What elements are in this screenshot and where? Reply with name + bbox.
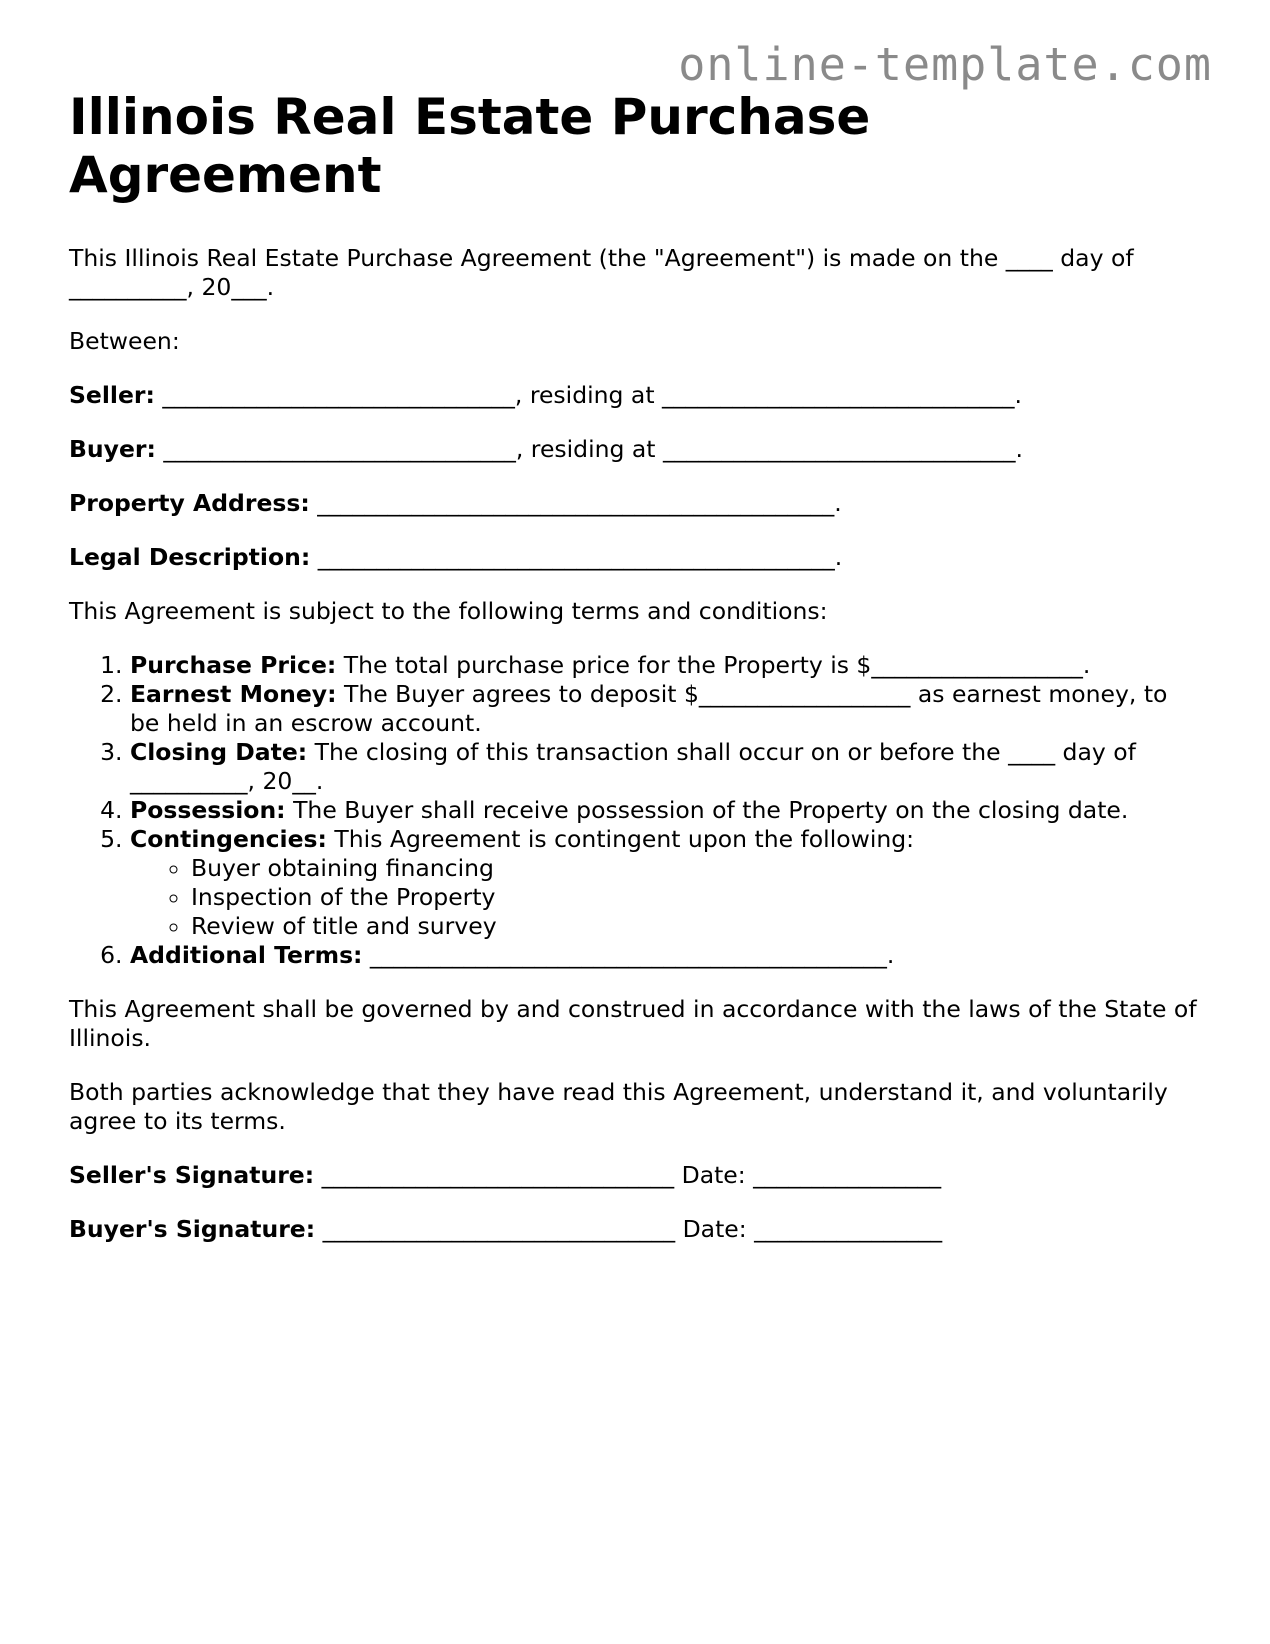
seller-signature-blank: ______________________________ Date: ________________: [314, 1161, 942, 1189]
between-label: Between:: [69, 327, 180, 355]
contingencies-list: [130, 854, 1204, 941]
term-item: [130, 651, 1204, 680]
page-title: Illinois Real Estate Purchase Agreement: [69, 88, 871, 204]
term-label: Additional Terms:: [130, 941, 363, 969]
term-item: [130, 796, 1204, 825]
term-label: Possession:: [130, 796, 286, 824]
term-text: This Agreement is contingent upon the following:: [326, 825, 915, 853]
acknowledgement-paragraph: Both parties acknowledge that they have read this Agreement, understand it, and voluntarily agree to its terms.: [69, 1078, 1168, 1135]
seller-label: Seller:: [69, 381, 155, 409]
term-label: Closing Date:: [130, 738, 308, 766]
seller-signature-label: Seller's Signature:: [69, 1161, 315, 1189]
contingency-item: ◦ Inspection of the Property: [191, 883, 1204, 912]
term-text: The Buyer agrees to deposit $__________________ as earnest money, to be held in an escrow account.: [130, 680, 1168, 737]
term-item: [130, 825, 1204, 941]
term-text: The Buyer shall receive possession of the Property on the closing date.: [285, 796, 1129, 824]
buyer-field: [69, 435, 1204, 464]
term-item: [130, 680, 1204, 738]
contingency-item: ◦ Buyer obtaining financing: [191, 854, 1204, 883]
legal-description-label: Legal Description:: [69, 543, 311, 571]
document: [69, 88, 1204, 1244]
intro-paragraph: This Illinois Real Estate Purchase Agreement (the "Agreement") is made on the ____ day of __________, 20___.: [69, 244, 1134, 301]
buyer-signature-blank: ______________________________ Date: ________________: [315, 1215, 943, 1243]
term-label: Purchase Price:: [130, 651, 337, 679]
seller-field: [69, 381, 1204, 410]
terms-list: [69, 651, 1204, 970]
seller-blank: ______________________________, residing at ______________________________.: [154, 381, 1022, 409]
property-address-blank: ____________________________________________.: [309, 489, 842, 517]
watermark: online-template.com: [678, 38, 1212, 91]
term-text: The total purchase price for the Property is $__________________.: [336, 651, 1091, 679]
terms-intro: This Agreement is subject to the following terms and conditions:: [69, 597, 828, 625]
seller-signature-line: [69, 1161, 1204, 1190]
buyer-signature-line: [69, 1215, 1204, 1244]
term-label: Earnest Money:: [130, 680, 337, 708]
term-text: ____________________________________________.: [362, 941, 895, 969]
buyer-signature-label: Buyer's Signature:: [69, 1215, 316, 1243]
term-item: [130, 941, 1204, 970]
buyer-blank: ______________________________, residing at ______________________________.: [155, 435, 1023, 463]
buyer-label: Buyer:: [69, 435, 156, 463]
term-label: Contingencies:: [130, 825, 327, 853]
governing-law-paragraph: This Agreement shall be governed by and construed in accordance with the laws of the State of Illinois.: [69, 995, 1197, 1052]
property-address-label: Property Address:: [69, 489, 310, 517]
term-item: [130, 738, 1204, 796]
legal-description-blank: ____________________________________________.: [310, 543, 843, 571]
contingency-item: ◦ Review of title and survey: [191, 912, 1204, 941]
property-address-field: [69, 489, 1204, 518]
legal-description-field: [69, 543, 1204, 572]
term-text: The closing of this transaction shall occur on or before the ____ day of __________, 20__.: [130, 738, 1136, 795]
